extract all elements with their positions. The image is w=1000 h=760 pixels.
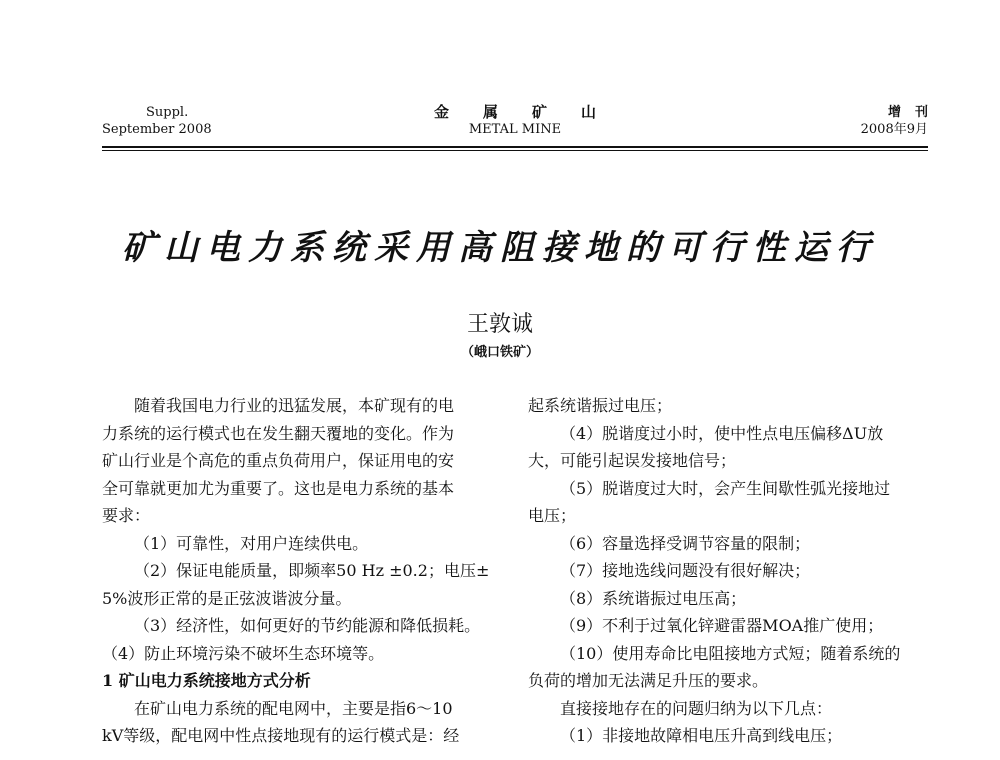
para-line: 随着我国电力行业的迅猛发展，本矿现有的电 — [134, 396, 455, 415]
para-line: 直接接地存在的问题归纳为以下几点： — [560, 698, 833, 718]
author-affiliation: （峨口铁矿） — [460, 345, 539, 360]
para-line: 起系统谐振过电压； — [528, 396, 673, 415]
para-line: 负荷的增加无法满足升压的要求。 — [528, 671, 769, 690]
para-line: 要求： — [102, 506, 151, 525]
header-rule-thick — [102, 146, 928, 148]
para-line: 在矿山电力系统的配电网中，主要是指6～10 — [134, 698, 453, 718]
para-line: 大，可能引起误发接地信号； — [528, 451, 737, 470]
list-item: （3）经济性，如何更好的节约能源和降低损耗。 — [134, 616, 481, 635]
list-item: （10）使用寿命比电阻接地方式短；随着系统的 — [560, 643, 901, 663]
header-date-cn: 2008年9月 — [860, 122, 928, 137]
left-column — [102, 392, 500, 750]
article-title: 矿山电力系统采用高阻接地的可行性运行 — [122, 228, 878, 268]
header-date-en: September 2008 — [102, 122, 212, 137]
para-line: 5%波形正常的是正弦波谐波分量。 — [102, 588, 352, 608]
list-item: （4）防止环境污染不破坏生态环境等。 — [102, 643, 385, 663]
para-line: 电压； — [528, 506, 577, 525]
list-item: （1）非接地故障相电压升高到线电压； — [560, 726, 843, 745]
journal-name-cn: 金属矿山 — [433, 103, 630, 121]
header-supplement-cn: 增刊 — [887, 105, 942, 120]
list-item: （1）可靠性，对用户连续供电。 — [134, 533, 369, 553]
list-item: （9）不利于过氧化锌避雷器MOA推广使用； — [560, 616, 884, 635]
running-header — [102, 103, 942, 150]
para-line: kV等级，配电网中性点接地现有的运行模式是：经 — [102, 726, 460, 745]
journal-name-en: METAL MINE — [468, 122, 562, 137]
header-suppl: Suppl. — [146, 105, 189, 120]
section-heading: 1 矿山电力系统接地方式分析 — [102, 671, 311, 690]
list-item: （8）系统谐振过电压高； — [560, 588, 747, 608]
list-item: （7）接地选线问题没有很好解决； — [560, 561, 811, 580]
list-item: （2）保证电能质量，即频率50 Hz ±0.2；电压± — [134, 561, 490, 580]
para-line: 力系统的运行模式也在发生翻天覆地的变化。作为 — [102, 423, 455, 443]
right-column — [528, 392, 926, 750]
header-right — [860, 104, 942, 138]
para-line: 全可靠就更加尤为重要了。这也是电力系统的基本 — [102, 478, 455, 498]
para-line: 矿山行业是个高危的重点负荷用户，保证用电的安 — [102, 451, 455, 470]
header-center — [102, 104, 928, 138]
author-name: 王敦诚 — [466, 312, 533, 337]
header-rule-thin — [102, 150, 928, 151]
list-item: （5）脱谐度过大时，会产生间歇性弧光接地过 — [560, 478, 891, 498]
list-item: （4）脱谐度过小时，使中性点电压偏移ΔU放 — [560, 423, 884, 443]
list-item: （6）容量选择受调节容量的限制； — [560, 533, 811, 553]
